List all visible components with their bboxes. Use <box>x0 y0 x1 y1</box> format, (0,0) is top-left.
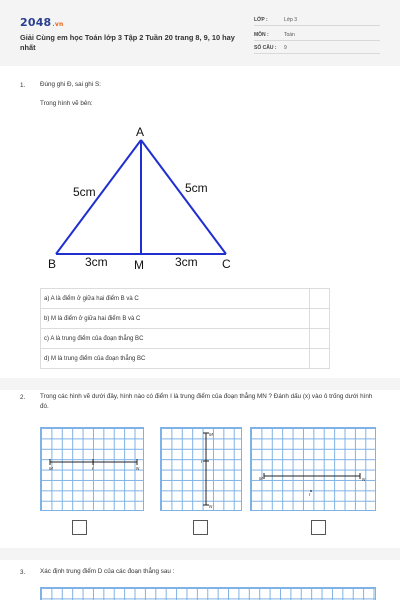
true-false-table <box>40 288 330 369</box>
question-1-prompt: Đúng ghi Đ, sai ghi S: <box>40 81 101 88</box>
option-c-answer-box[interactable] <box>310 329 330 349</box>
question-2-number: 2. <box>20 394 26 401</box>
meta-count-value: 9 <box>284 45 287 51</box>
option-b-answer-box[interactable] <box>310 309 330 329</box>
meta-subject <box>254 29 380 41</box>
question-3-number: 3. <box>20 569 26 576</box>
segment-ab <box>56 140 141 254</box>
fig1-label-n: N <box>136 466 140 471</box>
figure-2-segment <box>160 427 242 511</box>
question-1-figure-intro: Trong hình vẽ bên: <box>40 100 93 107</box>
label-mc-length: 3cm <box>175 255 198 269</box>
section-divider <box>0 548 400 560</box>
meta-grade-key: LỚP : <box>254 17 268 23</box>
label-bm-length: 3cm <box>85 255 108 269</box>
segment-ac <box>141 140 226 254</box>
question-1-number: 1. <box>20 82 26 89</box>
option-b-text: b) M là điểm ở giữa hai điểm B và C <box>41 309 310 329</box>
label-ac-length: 5cm <box>185 181 208 195</box>
document-title: Giải Cùng em học Toán lớp 3 Tập 2 Tuần 20 trang 8, 9, 10 hay nhất <box>20 33 235 52</box>
label-c: C <box>222 257 231 271</box>
fig3-label-m: M <box>259 476 263 481</box>
question-3-prompt: Xác định trung điểm D của các đoạn thẳng sau : <box>40 568 175 575</box>
fig1-label-m: M <box>49 466 53 471</box>
page-header <box>0 0 400 66</box>
option-row <box>41 329 330 349</box>
figure-1-segment <box>40 427 144 511</box>
fig2-label-i: I <box>201 459 203 464</box>
option-c-text: c) A là trung điểm của đoạn thẳng BC <box>41 329 310 349</box>
fig1-label-i: I <box>92 466 94 471</box>
figure-3-segment <box>250 427 376 511</box>
fig2-label-m: M <box>209 432 213 437</box>
figure-3-checkbox[interactable] <box>311 520 326 535</box>
logo-main: 2048 <box>20 16 52 29</box>
meta-grade <box>254 14 380 26</box>
figure-1-checkbox[interactable] <box>72 520 87 535</box>
meta-count-key: SỐ CÂU : <box>254 45 277 51</box>
figure-2-checkbox[interactable] <box>193 520 208 535</box>
option-row <box>41 289 330 309</box>
meta-subject-value: Toán <box>284 32 295 38</box>
label-b: B <box>48 257 57 271</box>
option-row <box>41 349 330 369</box>
site-logo[interactable] <box>20 16 63 29</box>
meta-grade-value: Lớp 3 <box>284 17 298 23</box>
triangle-figure <box>40 118 250 278</box>
question-2-prompt: Trong các hình vẽ dưới đây, hình nào có điểm I là trung điểm của đoạn thẳng MN ? Đánh dấu (x) vào ô trống dưới hình đó. <box>40 393 373 410</box>
option-a-text: a) A là điểm ở giữa hai điểm B và C <box>41 289 310 309</box>
fig3-label-i: I <box>309 492 311 497</box>
option-a-answer-box[interactable] <box>310 289 330 309</box>
fig3-label-n: N <box>362 477 366 482</box>
option-row <box>41 309 330 329</box>
label-a: A <box>136 125 145 139</box>
grid-question-3 <box>40 587 376 600</box>
fig2-label-n: N <box>209 504 213 509</box>
option-d-answer-box[interactable] <box>310 349 330 369</box>
option-d-text: d) M là trung điểm của đoạn thẳng BC <box>41 349 310 369</box>
meta-question-count <box>254 42 380 54</box>
meta-subject-key: MÔN : <box>254 32 269 38</box>
section-divider <box>0 378 400 390</box>
logo-suffix: .vn <box>52 21 64 28</box>
label-ab-length: 5cm <box>73 185 96 199</box>
label-m: M <box>134 258 144 272</box>
